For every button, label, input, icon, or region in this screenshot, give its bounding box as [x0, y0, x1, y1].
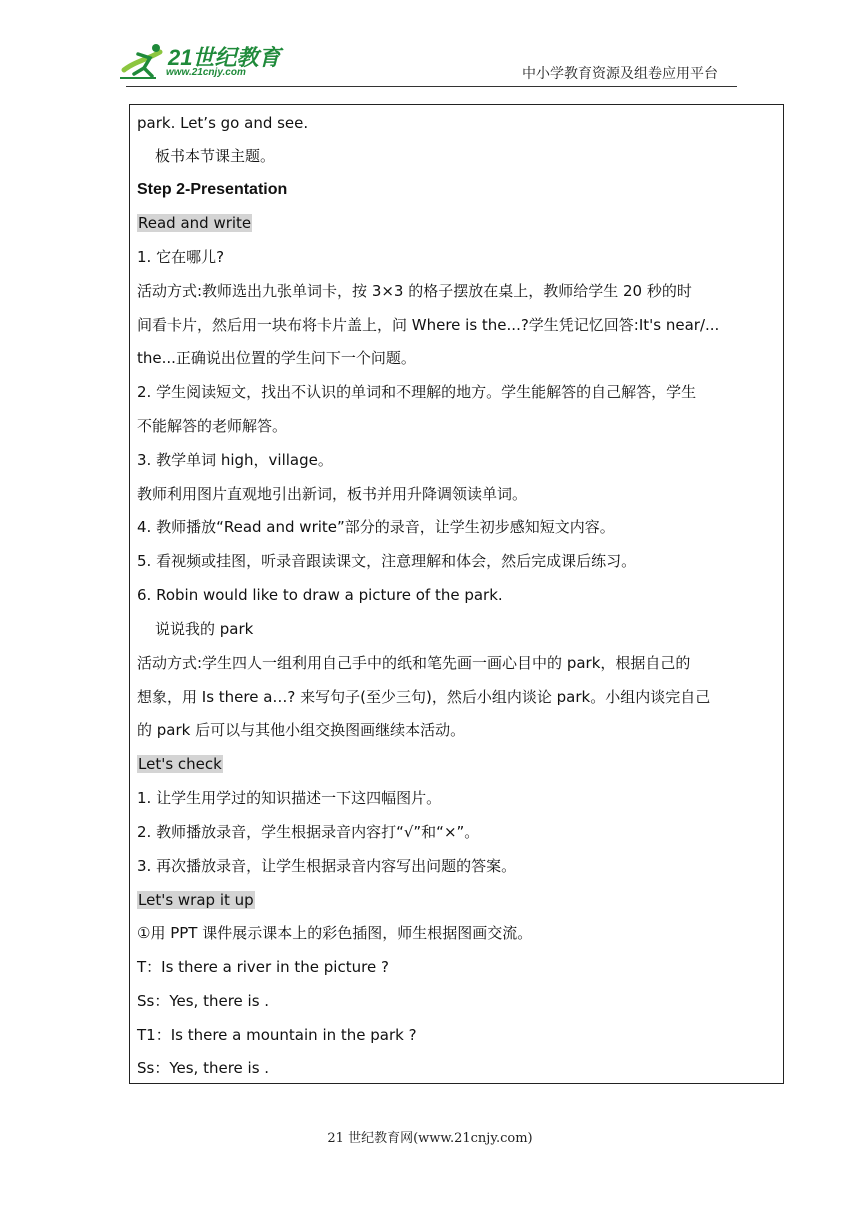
text-line: 5. 看视频或挂图，听录音跟读课文，注意理解和体会，然后完成课后练习。 [137, 552, 637, 570]
text-line: 的 park 后可以与其他小组交换图画继续本活动。 [137, 721, 466, 739]
text-line: 1. 让学生用学过的知识描述一下这四幅图片。 [137, 789, 442, 807]
text-line: 3. 教学单词 high，village。 [137, 451, 333, 469]
text-line: 3. 再次播放录音，让学生根据录音内容写出问题的答案。 [137, 857, 517, 875]
section-heading [137, 889, 255, 911]
runner-logo-icon [116, 40, 168, 84]
page-header [0, 0, 860, 100]
section-heading [137, 212, 252, 234]
text-line: 教师利用图片直观地引出新词，板书并用升降调领读单词。 [137, 485, 528, 503]
text-line: 6. Robin would like to draw a picture of the park. [137, 586, 503, 604]
text-line: the...正确说出位置的学生问下一个问题。 [137, 349, 416, 367]
text-line: 活动方式:学生四人一组利用自己手中的纸和笔先画一画心目中的 park，根据自己的 [137, 654, 691, 672]
text-line: ①用 PPT 课件展示课本上的彩色插图，师生根据图画交流。 [137, 924, 533, 942]
page-footer: 21 世纪教育网(www.21cnjy.com) [327, 1131, 533, 1146]
text-line: 2. 教师播放录音，学生根据录音内容打“√”和“×”。 [137, 823, 480, 841]
text-line: 说说我的 park [155, 620, 254, 638]
header-divider [126, 86, 737, 87]
dialogue-line: T：Is there a river in the picture ? [137, 958, 389, 976]
platform-title: 中小学教育资源及组卷应用平台 [522, 66, 718, 82]
section-label: Let's check [138, 755, 222, 773]
text-line: 4. 教师播放“Read and write”部分的录音，让学生初步感知短文内容。 [137, 518, 615, 536]
section-heading [137, 753, 223, 775]
text-line: 想象，用 Is there a…? 来写句子(至少三句)，然后小组内谈论 park。小组内谈完自己 [137, 688, 711, 706]
step-heading: Step 2-Presentation [137, 181, 288, 198]
logo-url: www.21cnjy.com [166, 67, 246, 78]
text-line: 1. 它在哪儿? [137, 248, 225, 266]
text-line: 间看卡片，然后用一块布将卡片盖上，问 Where is the...?学生凭记忆回答:It's near/... [137, 316, 720, 334]
text-line: 不能解答的老师解答。 [137, 417, 288, 435]
dialogue-line: Ss：Yes, there is . [137, 992, 270, 1010]
text-line: 板书本节课主题。 [155, 147, 276, 165]
dialogue-line: Ss：Yes, there is . [137, 1059, 270, 1077]
dialogue-line: T1：Is there a mountain in the park ? [137, 1026, 417, 1044]
logo [116, 40, 286, 84]
text-line: 活动方式:教师选出九张单词卡，按 3×3 的格子摆放在桌上，教师给学生 20 秒的时 [137, 282, 692, 300]
section-label: Let's wrap it up [138, 891, 254, 909]
section-label: Read and write [138, 214, 252, 232]
text-line: park. Let’s go and see. [137, 114, 309, 132]
text-line: 2. 学生阅读短文，找出不认识的单词和不理解的地方。学生能解答的自己解答，学生 [137, 383, 697, 401]
logo-text: 21世纪教育 [168, 45, 281, 70]
